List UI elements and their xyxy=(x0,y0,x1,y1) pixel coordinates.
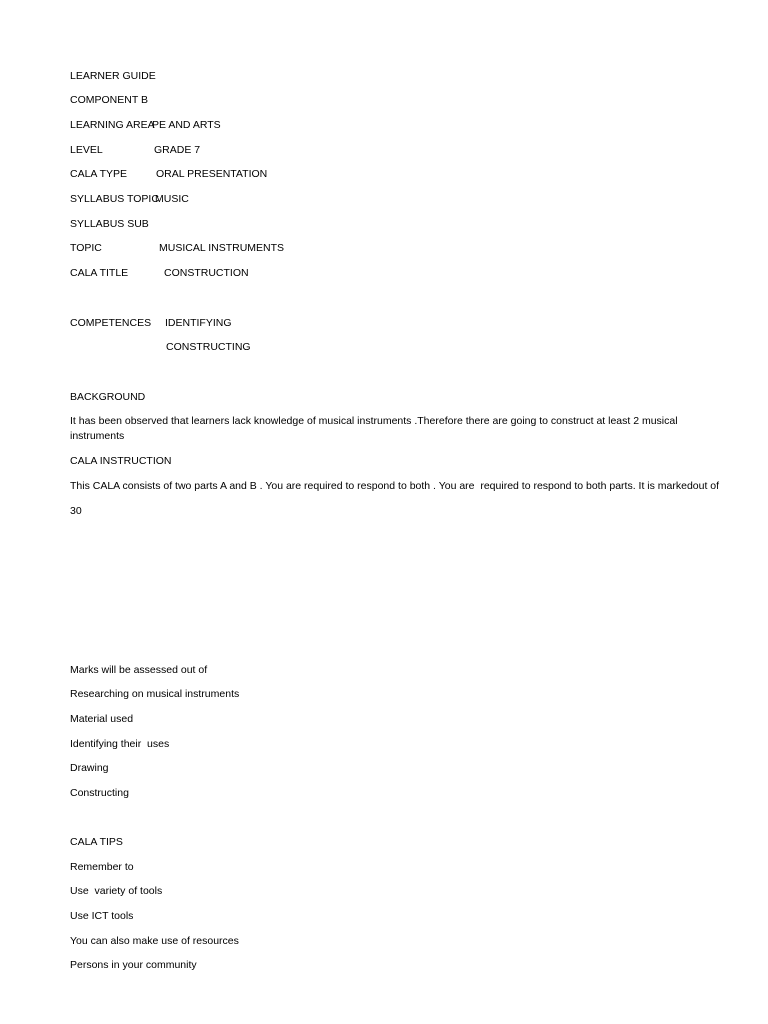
tip-item: Remember to xyxy=(70,861,134,873)
tip-item: Use variety of tools xyxy=(70,885,163,897)
syllabus-topic-label: SYLLABUS TOPIC xyxy=(70,193,159,205)
assessment-item: Researching on musical instruments xyxy=(70,688,240,700)
instruction-heading: CALA INSTRUCTION xyxy=(70,455,172,467)
instruction-marks: 30 xyxy=(70,505,82,517)
tips-heading: CALA TIPS xyxy=(70,836,123,848)
tip-item: Persons in your community xyxy=(70,959,197,971)
level-value: GRADE 7 xyxy=(154,144,201,156)
competence-item: CONSTRUCTING xyxy=(166,341,251,353)
tip-item: Use ICT tools xyxy=(70,910,134,922)
syllabus-sub-label: SYLLABUS SUB xyxy=(70,218,149,230)
assessment-item: Identifying their uses xyxy=(70,738,170,750)
assessment-item: Drawing xyxy=(70,762,109,774)
assessment-item: Material used xyxy=(70,713,134,725)
assessment-item: Constructing xyxy=(70,787,129,799)
cala-title-value: CONSTRUCTION xyxy=(164,267,249,279)
guide-title: LEARNER GUIDE xyxy=(70,70,156,82)
topic-value: MUSICAL INSTRUMENTS xyxy=(159,242,285,254)
cala-type-value: ORAL PRESENTATION xyxy=(156,168,268,180)
learning-area-label: LEARNING AREA xyxy=(70,119,155,131)
instruction-text: This CALA consists of two parts A and B . You are required to respond to both . You are required to respond to both parts. It is markedout of xyxy=(70,480,720,492)
learning-area-value: PE AND ARTS xyxy=(152,119,221,131)
background-text: It has been observed that learners lack knowledge of musical instruments .Therefore there are going to construct at least 2 musical instruments xyxy=(70,415,678,442)
syllabus-topic-value: MUSIC xyxy=(155,193,189,205)
tip-item: You can also make use of resources xyxy=(70,935,239,947)
assessment-heading: Marks will be assessed out of xyxy=(70,664,208,676)
component-label: COMPONENT B xyxy=(70,94,148,106)
cala-title-label: CALA TITLE xyxy=(70,267,129,279)
level-label: LEVEL xyxy=(70,144,103,156)
cala-type-label: CALA TYPE xyxy=(70,168,128,180)
background-heading: BACKGROUND xyxy=(70,391,146,403)
competence-item: IDENTIFYING xyxy=(165,317,232,329)
topic-label: TOPIC xyxy=(70,242,102,254)
competences-label: COMPETENCES xyxy=(70,317,152,329)
